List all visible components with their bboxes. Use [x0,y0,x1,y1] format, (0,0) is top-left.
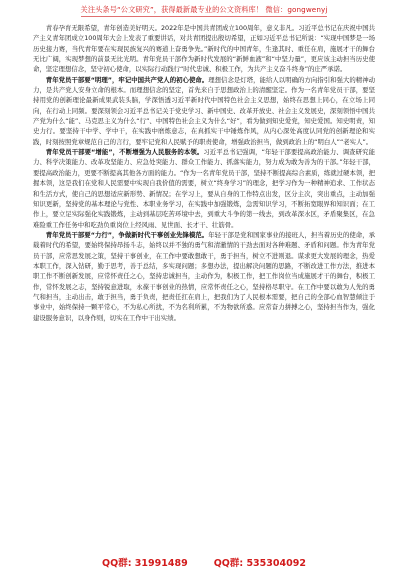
paragraph-intro [33,23,375,75]
paragraph-lead: 青年党员干部要“明理”，牢记中国共产党人的初心使命。 [45,75,209,84]
footer-contact [0,552,408,572]
paragraph-text: 青春孕育无限希望，青年创造美好明天。2022年是中国共青团成立100周年，意义非凡。习近平总书记在庆祝中国共产主义青年团成立100周年大会上发表了重要讲话，对共青团提出殷切希望，正如习近平总书记所说：“实现中国梦是一场历史接力赛，当代青年要在实现民族复兴的赛道上奋勇争先。”新时代的中国青年，生逢其时、重任在肩，施展才干的舞台无比广阔，实现梦想的前景无比光明。青年党员干部作为新时代发展的“新鲜血液”和“中坚力量”，更应该主动担当历史使命，坚定理想信念，坚守初心使命，以实际行动践行“时代忠诚、积极工作，为共产主义奋斗终身”的庄严承诺。 [33,24,375,74]
footer-qq-group-1: QQ群: 31991489 [102,558,188,569]
paragraph-lead: 青年党员干部要“增能”，不断增强为人民服务的本领。 [45,148,204,157]
paragraph-text: 理想信念是灯塔，能给人以明确的方向指引和强大的精神动力，是共产党人安身立命的根本。而理想信念的坚定，首先来自于思想政治上的清醒坚定。作为一名青年党员干部，要坚持用党的创新理论最新成果武装头脑，学深悟透习近平新时代中国特色社会主义思想，始终在思想上同心，在立场上同向，在行动上同频。要深刻领会习近平总书记关于党史学习、新中国史、改革开放史、社会主义发展史，深刻领悟中国共产党为什么“能”、马克思主义为什么“行”、中国特色社会主义为什么“好”，看为做到知史爱党，知史爱国。知史明责，知史力行。要坚持干中学、学中干，在实践中磨炼意志，在真抓实干中锤炼作风，从内心深处高度认同党的创新理论和实践，时刻按照党章规范自己的言行，要牢记党和人民赋予的职责使命，增强政治担当，做到政治上的“明白人”“老实人”。 [33,75,375,146]
header-banner-text: 关注头条号“公文研究”，获得最新最专业的公文资料库！ 微信：gongwenyj [81,5,328,17]
paragraph-zengneng [33,147,375,230]
article-body [33,23,375,543]
header-banner [0,0,408,22]
paragraph-text: 习近平总书记强调，“年轻干部要提高政治能力、调查研究能力、科学决策能力、改革攻坚能力、应急处突能力、群众工作能力、抓落实能力，努力成为敢为善为的干部。”年轻干部，要提高政治能力，更要不断提高其他各方面的能力。“作为一名青年党员干部，坚持不断提高综合素质，练就过硬本领，把握本领，这是我们在党和人民需要中实现自我价值的需要，树立“终身学习”的理念，把学习作为一种精神追求、工作状态和生活方式，使自己的思想适应新形势、新情况；在学习上，要从自身的工作特点出发，区分主次，突出重点，主动加强知识更新，坚持党的基本理论与党性、本职业务学习，在实践中加强锻炼，急需知识学习，不断拓宽眼界和知识面；在工作上，要立足实际强化实践锻炼，主动到基层吃苦环境中去，到重大斗争的第一线去，到改革深水区，矛盾聚集区，在急难险重工作任务中和吃劲负重岗位上经风雨、见世面、长才干、壮筋骨。 [33,148,375,229]
paragraph-mingli [33,75,375,147]
paragraph-lixing [33,230,375,323]
paragraph-text: 年轻干部是党和国家事业的接班人，担当着历史的使命，承载着时代的希望，要始终保持昂扬斗志，始终以并不独的勇气和清澈情的干劲去面对各种难题、矛盾和问题。作为青年党员干部，应常思发展之策，坚持干事创业，在工作中要敢想敢干，勇于担当，树立不进则退。谋求更大发展的理念，热爱本职工作，深入钻研，勤于思考，善于总结，多实现问题；多想办法，提出解决问题的思路，不断改进工作方法，推进本职工作不断创新发展，应常怀责任之心，坚持忠诚担当，主动作为，积极工作，把工作岗位当成施展才干的舞台，积极工作，常怀发展之志，坚持锐意进取，永葆干事创业的热情，应常怀责任之心，坚持格尽职守。在工作中要以敢为人先的勇气和担当，主动出击，敢于担当，勇于负责，把责任扛在肩上，把我们为了人民根本需要，把自己的全部心血智慧倾注于事业中，始终保持一颗平常心，不为私心所扰，不为名利所累，不为物欲所惑。应常奋力拼搏之心，坚持担当作为，强化建设服务意识，以身作则，切实在工作中干出实绩。 [33,230,375,322]
paragraph-lead: 青年党员干部要“力行”，争做新时代干事创业先锋模范。 [45,230,209,239]
footer-qq-group-2: QQ群: 535304092 [213,558,306,569]
